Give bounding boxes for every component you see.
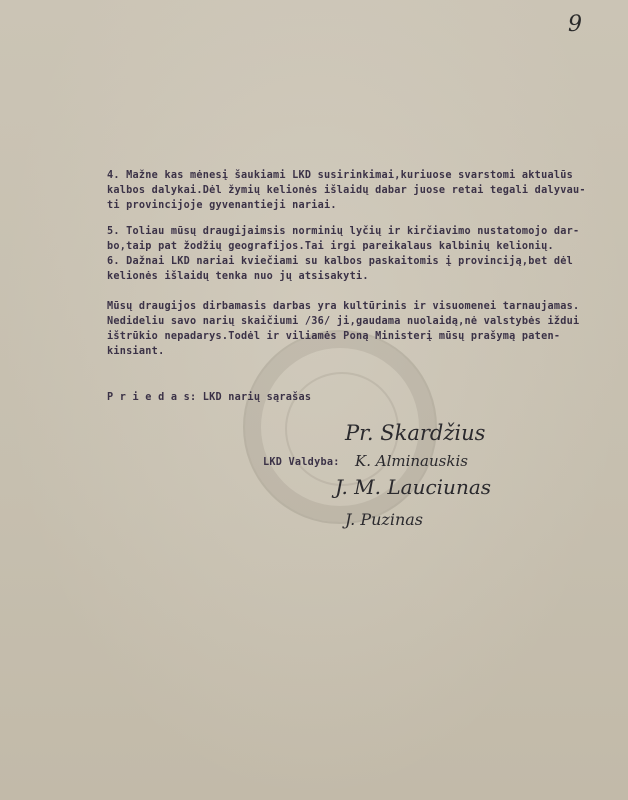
text-line: kalbos dalykai.Dėl žymių kelionės išlaidų dabar juose retai tegali dalyvau- xyxy=(107,185,586,196)
board-label: LKD Valdyba: xyxy=(263,457,340,468)
page-number: 9 xyxy=(568,12,582,37)
signature-3: J. M. Lauciunas xyxy=(335,475,492,499)
text-line: bo,taip pat žodžių geografijos.Tai irgi pareikalaus kalbinių kelionių. xyxy=(107,241,554,252)
signature-4: J. Puzinas xyxy=(345,510,424,529)
text-line: ti provincijoje gyvenantieji nariai. xyxy=(107,200,337,211)
paragraph-item-5 xyxy=(107,224,587,254)
signature-2: K. Alminauskis xyxy=(355,452,468,470)
text-line: kelionės išlaidų tenka nuo jų atsisakyti. xyxy=(107,271,369,282)
attachment-note: P r i e d a s: LKD narių sąrašas xyxy=(107,392,312,403)
signature-1: Pr. Skardžius xyxy=(345,421,486,445)
text-line: 5. Toliau mūsų draugijaimsis norminių lyčių ir kirčiavimo nustatomojo dar- xyxy=(107,226,580,237)
paragraph-body xyxy=(107,299,587,359)
text-line: kinsiant. xyxy=(107,346,165,357)
text-line: Mūsų draugijos dirbamasis darbas yra kultūrinis ir visuomenei tarnaujamas. xyxy=(107,301,580,312)
paragraph-item-4 xyxy=(107,168,587,213)
text-line: 4. Mažne kas mėnesį šaukiami LKD susirinkimai,kuriuose svarstomi aktualūs xyxy=(107,170,573,181)
paragraph-item-6 xyxy=(107,254,587,284)
text-line: 6. Dažnai LKD nariai kviečiami su kalbos paskaitomis į provinciją,bet dėl xyxy=(107,256,573,267)
text-line: Nedideliu savo narių skaičiumi /36/ ji,gaudama nuolaidą,nė valstybės iždui xyxy=(107,316,580,327)
text-line: ištrūkio nepadarys.Todėl ir viliamės Poną Ministerį mūsų prašymą paten- xyxy=(107,331,561,342)
